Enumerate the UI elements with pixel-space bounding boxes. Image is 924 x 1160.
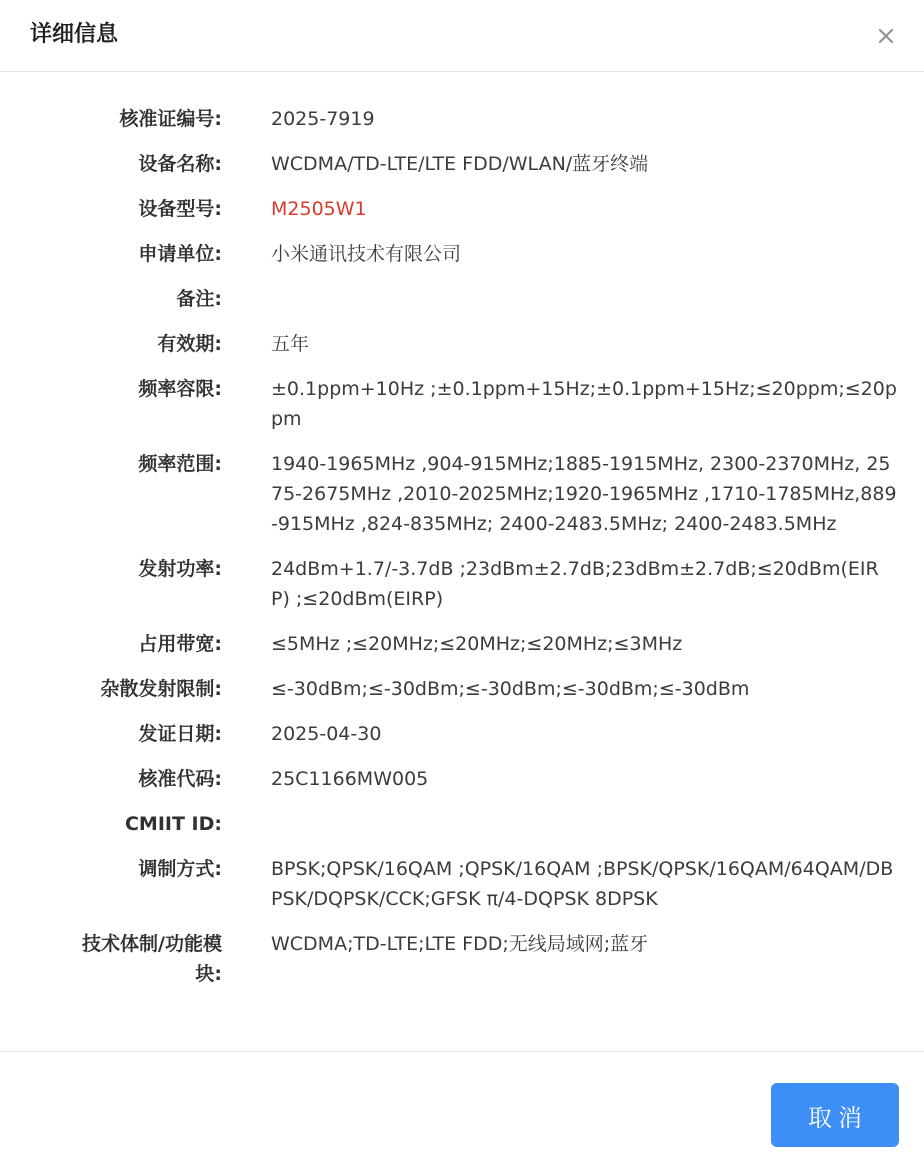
field-label: 核准证编号: [119, 108, 222, 130]
field-value: ≤-30dBm;≤-30dBm;≤-30dBm;≤-30dBm;≤-30dBm [271, 678, 750, 700]
field-label: 占用带宽: [138, 633, 222, 655]
field-row-applicant [0, 239, 924, 269]
field-label: 技术体制/功能模块: [82, 933, 222, 985]
field-row-modulation [0, 854, 924, 914]
field-label: 备注: [176, 288, 222, 310]
field-row-occupied-bandwidth [0, 629, 924, 659]
field-label: 杂散发射限制: [100, 678, 222, 700]
field-label: 设备型号: [138, 198, 222, 220]
close-icon [872, 22, 900, 50]
field-row-approval-code [0, 764, 924, 794]
field-label: 频率容限: [138, 378, 222, 400]
dialog-title: 详细信息 [30, 22, 119, 47]
field-value: 小米通讯技术有限公司 [271, 243, 462, 265]
field-label: 频率范围: [138, 453, 222, 475]
close-button[interactable] [872, 22, 900, 50]
cancel-button[interactable]: 取消 [771, 1083, 899, 1147]
field-value: M2505W1 [271, 198, 367, 220]
field-row-transmit-power [0, 554, 924, 614]
field-value [271, 809, 897, 839]
field-value: 24dBm+1.7/-3.7dB ;23dBm±2.7dB;23dBm±2.7dB;≤20dBm(EIRP) ;≤20dBm(EIRP) [271, 558, 879, 610]
field-value: WCDMA/TD-LTE/LTE FDD/WLAN/蓝牙终端 [271, 153, 649, 175]
field-label: 发射功率: [138, 558, 222, 580]
field-label: 核准代码: [138, 768, 222, 790]
field-row-frequency-tolerance [0, 374, 924, 434]
field-row-validity [0, 329, 924, 359]
field-value: 25C1166MW005 [271, 768, 429, 790]
field-label: 设备名称: [138, 153, 222, 175]
field-value: 2025-04-30 [271, 723, 382, 745]
field-row-cmiit-id [0, 809, 924, 839]
field-value [271, 284, 897, 314]
field-row-device-model [0, 194, 924, 224]
field-value: 2025-7919 [271, 108, 375, 130]
field-value: ≤5MHz ;≤20MHz;≤20MHz;≤20MHz;≤3MHz [271, 633, 683, 655]
field-row-approval-number [0, 104, 924, 134]
field-label: 申请单位: [138, 243, 222, 265]
field-value: 五年 [271, 333, 310, 355]
field-label: 调制方式: [138, 858, 222, 880]
dialog-footer [0, 1051, 924, 1160]
field-row-issue-date [0, 719, 924, 749]
field-row-spurious-emission [0, 674, 924, 704]
field-label: 发证日期: [138, 723, 222, 745]
field-value: BPSK;QPSK/16QAM ;QPSK/16QAM ;BPSK/QPSK/16QAM/64QAM/DBPSK/DQPSK/CCK;GFSK π/4-DQPSK 8DPSK [271, 858, 894, 910]
dialog-header [0, 0, 924, 72]
field-row-technology-module [0, 929, 924, 985]
field-row-frequency-range [0, 449, 924, 539]
field-label: CMIIT ID: [124, 813, 222, 835]
detail-list [0, 104, 924, 985]
field-value: 1940-1965MHz ,904-915MHz;1885-1915MHz, 2300-2370MHz, 2575-2675MHz ,2010-2025MHz;1920-1965MHz ,1710-1785MHz,889-915MHz ,824-835MHz; 2400-2483.5MHz; 2400-2483.5MHz [271, 453, 897, 535]
field-value: WCDMA;TD-LTE;LTE FDD;无线局域网;蓝牙 [271, 933, 649, 955]
field-value: ±0.1ppm+10Hz ;±0.1ppm+15Hz;±0.1ppm+15Hz;≤20ppm;≤20ppm [271, 378, 897, 430]
field-row-remarks [0, 284, 924, 314]
field-row-device-name [0, 149, 924, 179]
field-label: 有效期: [157, 333, 222, 355]
